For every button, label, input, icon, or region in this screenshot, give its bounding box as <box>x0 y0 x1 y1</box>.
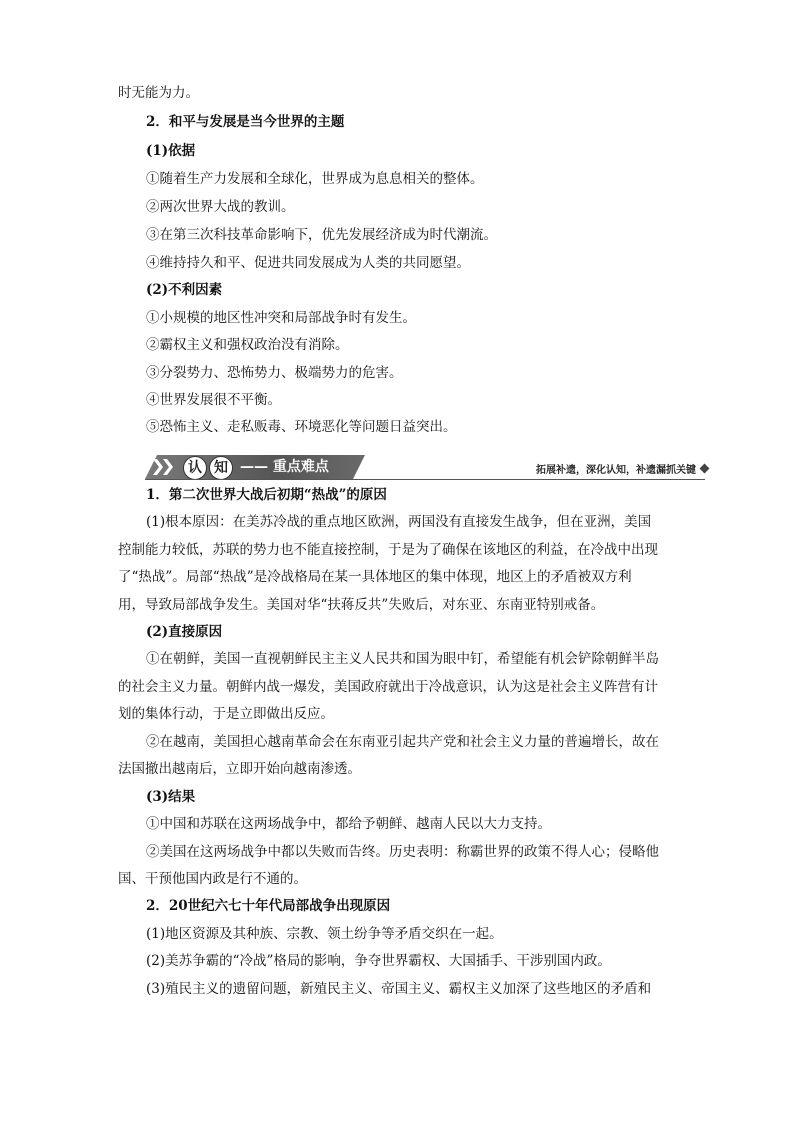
text-line: 2．和平与发展是当今世界的主题 <box>146 114 345 130</box>
text-line: 的社会主义力量。朝鲜内战一爆发，美国政府就出于冷战意识，认为这是社会主义阵营有计 <box>118 679 658 695</box>
banner-title: —— 重点难点 <box>240 459 329 475</box>
text-line: 2．20世纪六七十年代局部战争出现原因 <box>146 898 391 914</box>
text-line: ①中国和苏联在这两场战争中，都给予朝鲜、越南人民以大力支持。 <box>146 816 551 832</box>
text-line: (3)结果 <box>146 789 196 805</box>
diamond-icon <box>700 464 710 474</box>
banner-badge-2: 知 <box>209 456 233 480</box>
text-line: ①在朝鲜，美国一直视朝鲜民主主义人民共和国为眼中钉，希望能有机会铲除朝鲜半岛 <box>146 651 659 667</box>
text-line: ②两次世界大战的教训。 <box>146 199 295 215</box>
text-line: ④世界发展很不平衡。 <box>146 392 281 408</box>
text-line: ④维持持久和平、促进共同发展成为人类的共同愿望。 <box>146 255 470 271</box>
text-line: ③在第三次科技革命影响下，优先发展经济成为时代潮流。 <box>146 227 497 243</box>
text-line: 用，导致局部战争发生。美国对华“扶蒋反共”失败后，对东亚、东南亚特别戒备。 <box>118 597 605 613</box>
text-line: ①小规模的地区性冲突和局部战争时有发生。 <box>146 310 416 326</box>
text-line: 1．第二次世界大战后初期“热战”的原因 <box>146 487 387 503</box>
text-line: ③分裂势力、恐怖势力、极端势力的危害。 <box>146 365 403 381</box>
text-line: ⑤恐怖主义、走私贩毒、环境恶化等问题日益突出。 <box>146 419 457 435</box>
text-line: 时无能为力。 <box>118 85 199 101</box>
text-line: ②美国在这两场战争中都以失败而告终。历史表明：称霸世界的政策不得人心；侵略他 <box>146 844 659 860</box>
text-line: 控制能力较低，苏联的势力也不能直接控制，于是为了确保在该地区的利益，在冷战中出现 <box>118 542 658 558</box>
text-line: (2)直接原因 <box>146 624 223 640</box>
text-line: (1)根本原因：在美苏冷战的重点地区欧洲，两国没有直接发生战争，但在亚洲，美国 <box>146 514 652 530</box>
text-line: (2)美苏争霸的“冷战”格局的影响，争夺世界霸权、大国插手、干涉别国内政。 <box>146 953 611 969</box>
text-line: (2)不利因素 <box>146 282 223 298</box>
text-line: 划的集体行动，于是立即做出反应。 <box>118 706 334 722</box>
banner-badge-1: 认 <box>183 456 207 480</box>
text-line: ①随着生产力发展和全球化，世界成为息息相关的整体。 <box>146 171 484 187</box>
text-line: ②在越南，美国担心越南革命会在东南亚引起共产党和社会主义力量的普遍增长，故在 <box>146 734 659 750</box>
banner-subtitle: 拓展补遗，深化认知，补遗漏抓关键 <box>536 465 696 476</box>
text-line: 法国撤出越南后，立即开始向越南渗透。 <box>118 761 361 777</box>
text-line: (3)殖民主义的遗留问题，新殖民主义、帝国主义、霸权主义加深了这些地区的矛盾和 <box>146 981 652 997</box>
text-line: (1)依据 <box>146 143 196 159</box>
text-line: 国、干预他国内政是行不通的。 <box>118 871 307 887</box>
section-banner <box>145 452 710 482</box>
text-line: 了“热战”。局部“热战”是冷战格局在某一具体地区的集中体现，地区上的矛盾被双方利 <box>118 569 632 585</box>
text-line: (1)地区资源及其种族、宗教、领土纷争等矛盾交织在一起。 <box>146 926 503 942</box>
text-line: ②霸权主义和强权政治没有消除。 <box>146 337 349 353</box>
banner-divider <box>145 479 705 480</box>
